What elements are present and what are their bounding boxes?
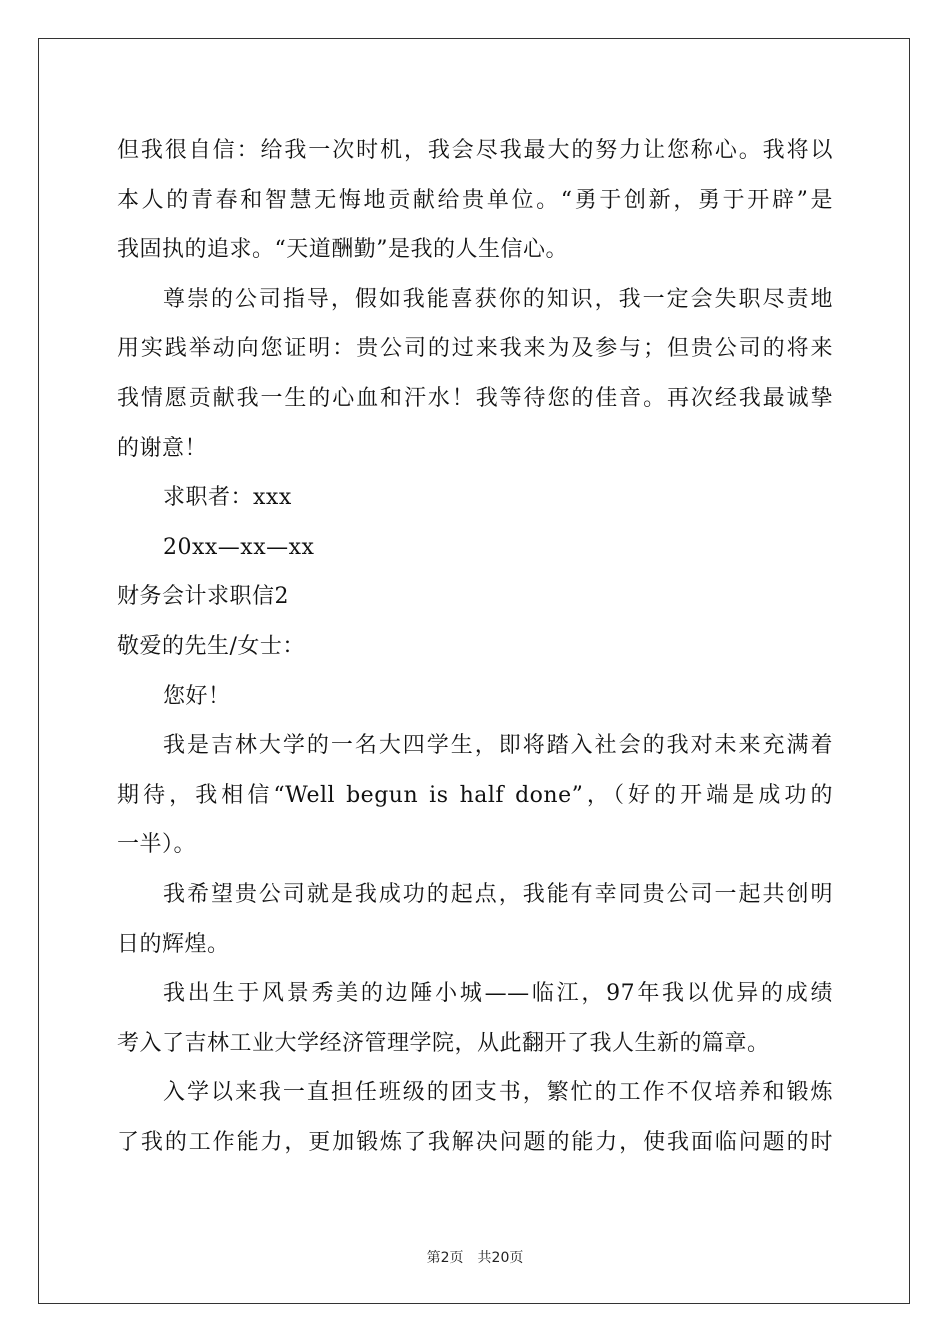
text-line: 我情愿贡献我一生的心血和汗水！我等待您的佳音。再次经我最诚挚 <box>117 385 833 411</box>
text-line: 期待，我相信“Well begun is half done”，（好的开端是成功的 <box>117 782 833 808</box>
text-line: 我希望贵公司就是我成功的起点，我能有幸同贵公司一起共创明 <box>163 881 833 907</box>
text-line: 的谢意！ <box>117 435 208 461</box>
text-line: 本人的青春和智慧无悔地贡献给贵单位。“勇于创新，勇于开辟”是 <box>117 187 833 213</box>
text-line: 日的辉煌。 <box>117 931 230 957</box>
signature-line: 求职者：xxx <box>163 485 292 511</box>
text-line: 考入了吉林工业大学经济管理学院，从此翻开了我人生新的篇章。 <box>117 1030 770 1056</box>
text-line: 一半）。 <box>117 832 197 858</box>
date-line: 20xx—xx—xx <box>163 534 315 560</box>
text-line: 用实践举动向您证明：贵公司的过来我来为及参与；但贵公司的将来 <box>117 336 833 362</box>
text-line: 尊崇的公司指导，假如我能喜获你的知识，我一定会失职尽责地 <box>163 286 833 312</box>
page-footer <box>0 1247 950 1267</box>
text-line: 我是吉林大学的一名大四学生，即将踏入社会的我对未来充满着 <box>163 733 833 759</box>
text-line: 但我很自信：给我一次时机，我会尽我最大的努力让您称心。我将以 <box>117 138 833 163</box>
salutation: 敬爱的先生/女士： <box>117 633 305 659</box>
text-line: 我固执的追求。“天道酬勤”是我的人生信心。 <box>117 237 568 263</box>
text-line: 了我的工作能力，更加锻炼了我解决问题的能力，使我面临问题的时 <box>117 1129 833 1155</box>
document-body <box>117 126 833 1167</box>
text-line: 我出生于风景秀美的边陲小城——临江，97年我以优异的成绩 <box>163 981 833 1007</box>
greeting: 您好！ <box>163 683 231 709</box>
page-number: 第2页 <box>426 1250 464 1266</box>
page-total: 共20页 <box>477 1250 524 1266</box>
section-heading: 财务会计求职信2 <box>117 584 289 610</box>
text-line: 入学以来我一直担任班级的团支书，繁忙的工作不仅培养和锻炼 <box>163 1080 833 1106</box>
